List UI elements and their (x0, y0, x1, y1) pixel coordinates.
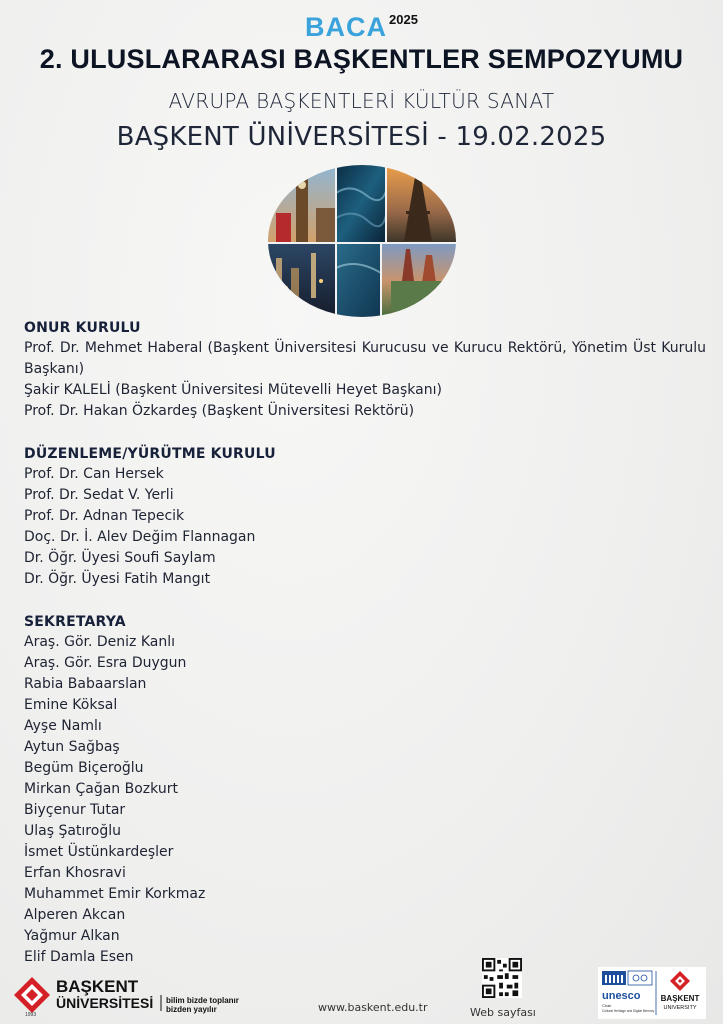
symposium-title: 2. ULUSLARARASI BAŞKENTLER SEMPOZYUMU (39, 44, 684, 74)
organizing-member: Prof. Dr. Sedat V. Yerli (24, 487, 174, 503)
secretariat-member: Ulaş Şatıroğlu (24, 823, 121, 839)
secretariat-member: Emine Köksal (24, 697, 118, 713)
organizing-member: Dr. Öğr. Üyesi Fatih Mangıt (24, 571, 211, 587)
unesco-caption-line2: Cultural Heritage and Digital Memory (602, 1009, 655, 1013)
slogan-line1: bilim bizde toplanır (166, 996, 239, 1005)
secretariat-member: Begüm Biçeroğlu (24, 760, 144, 776)
honor-committee-section (24, 320, 706, 422)
slogan-line2: bizden yayılır (166, 1005, 217, 1014)
organizing-member: Doç. Dr. İ. Alev Değim Flannagan (24, 529, 256, 545)
honor-member: Şakir KALELİ (Başkent Üniversitesi Mütevelli Heyet Başkanı) (24, 382, 442, 398)
brand-name: BACA (305, 12, 388, 42)
secretariat-member: Rabia Babaarslan (24, 676, 147, 692)
unesco-temple-icon (602, 971, 626, 985)
secretariat-section (24, 614, 706, 968)
secretariat-member: İsmet Üstünkardeşler (24, 844, 174, 860)
logo-line2: ÜNİVERSİTESİ (56, 995, 154, 1011)
organizing-member: Prof. Dr. Adnan Tepecik (24, 508, 185, 524)
secretariat-member: Araş. Gör. Esra Duygun (24, 655, 187, 671)
organizing-member: Dr. Öğr. Üyesi Soufi Saylam (24, 550, 216, 566)
event-brand (0, 12, 723, 43)
organizing-committee-section (24, 446, 706, 590)
unesco-label: unesco (602, 990, 641, 1002)
honor-member: Prof. Dr. Hakan Özkardeş (Başkent Üniversitesi Rektörü) (24, 403, 415, 419)
website-url[interactable]: www.baskent.edu.tr (318, 1001, 428, 1014)
symposium-subtitle: AVRUPA BAŞKENTLERİ KÜLTÜR SANAT (168, 89, 555, 113)
honor-member: Prof. Dr. Mehmet Haberal (Başkent Üniversitesi Kurucusu ve Kurucu Rektörü, Yönetim Üst Kurulu Başkanı) (24, 340, 706, 377)
secretariat-member: Yağmur Alkan (24, 928, 120, 944)
qr-code-icon[interactable] (482, 958, 522, 998)
logo-line1: BAŞKENT (56, 977, 139, 996)
secretariat-member: Muhammet Emir Korkmaz (24, 886, 206, 902)
honor-committee-heading: ONUR KURULU (24, 320, 141, 336)
unesco-chair-logo (598, 967, 706, 1019)
secretariat-member: Biyçenur Tutar (24, 802, 126, 818)
secretariat-member: Aytun Sağbaş (24, 739, 120, 755)
partner-line1: BAŞKENT (660, 994, 700, 1003)
secretariat-member: Ayşe Namlı (24, 718, 102, 734)
logo-year: 1993 (25, 1012, 37, 1017)
secretariat-member: Mirkan Çağan Bozkurt (24, 781, 178, 797)
partner-line2: UNIVERSITY (663, 1005, 697, 1011)
secretariat-member: Alperen Akcan (24, 907, 126, 923)
secretariat-member: Araş. Gör. Deniz Kanlı (24, 634, 176, 650)
organizing-member: Prof. Dr. Can Hersek (24, 466, 164, 482)
baskent-emblem-icon (14, 977, 50, 1013)
secretariat-member: Elif Damla Esen (24, 949, 134, 965)
brand-year: 2025 (389, 12, 418, 27)
qr-caption: Web sayfası (470, 1006, 536, 1019)
chair-emblem-icon (628, 971, 652, 985)
venue-date: BAŞKENT ÜNİVERSİTESİ - 19.02.2025 (116, 122, 607, 152)
secretariat-member: Erfan Khosravi (24, 865, 126, 881)
unesco-caption-line1: Chair (602, 1003, 612, 1008)
baskent-university-logo (12, 975, 252, 1017)
secretariat-heading: SEKRETARYA (24, 614, 126, 630)
organizing-committee-heading: DÜZENLEME/YÜRÜTME KURULU (24, 446, 276, 462)
european-capitals-collage (266, 163, 458, 319)
